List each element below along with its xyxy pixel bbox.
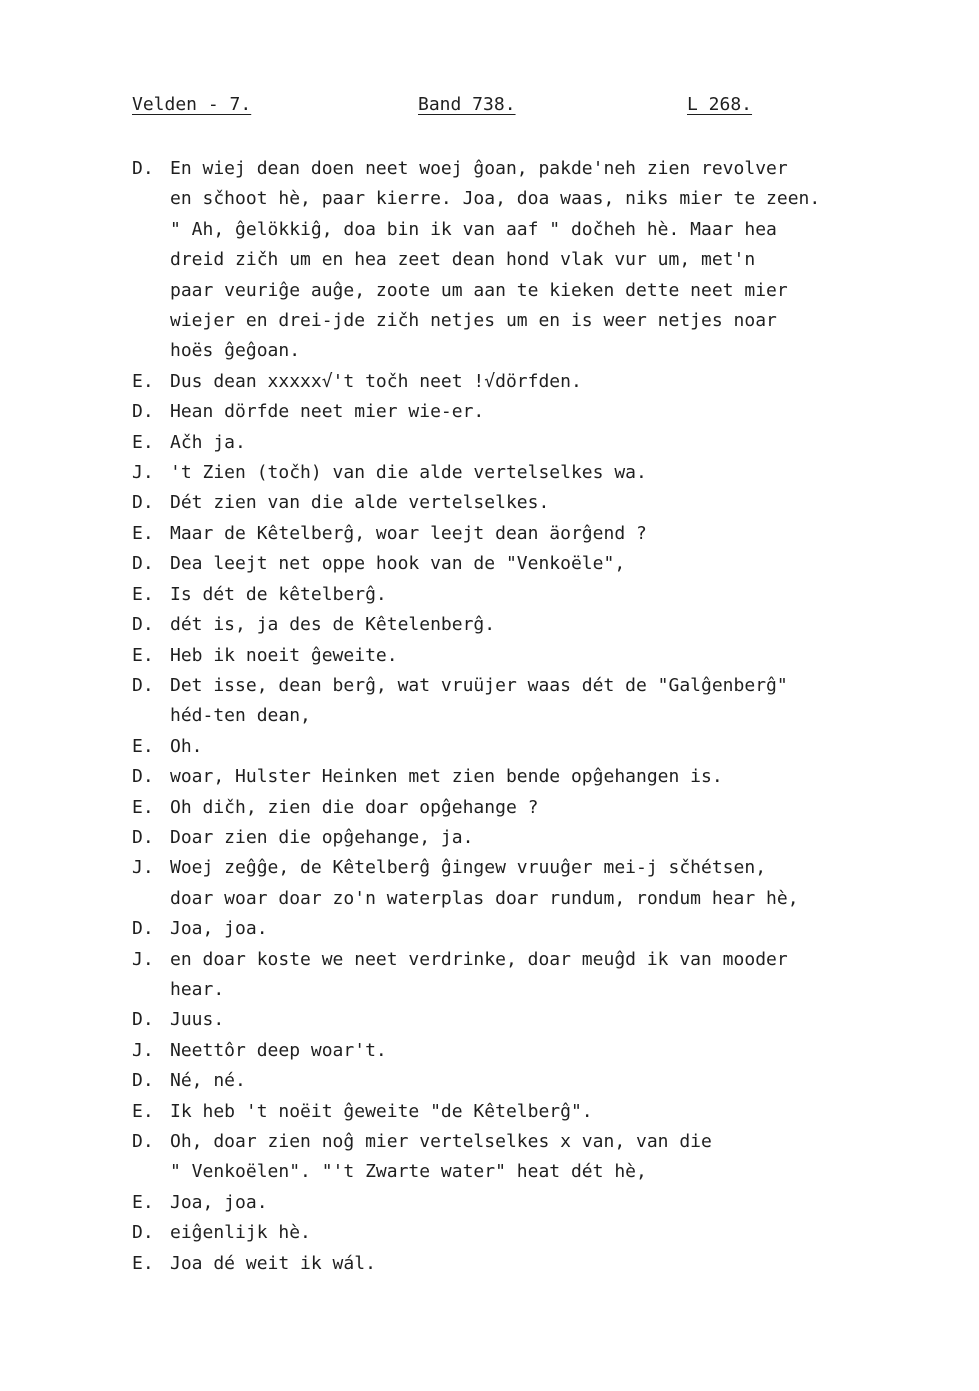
speaker-label: D.	[132, 492, 154, 514]
transcript-row	[132, 732, 922, 762]
speaker-label: D.	[132, 766, 154, 788]
utterance-text: Joa, joa.	[170, 918, 268, 940]
speaker-label: D.	[132, 614, 154, 636]
utterance-text: Juus.	[170, 1009, 225, 1031]
transcript-row	[132, 610, 922, 640]
utterance-text: Det isse, dean berĝ, wat vruüjer waas dét de "Galĝenberĝ" héd-ten dean,	[170, 674, 788, 727]
transcript-row	[132, 154, 922, 367]
utterance-text: eiĝenlijk hè.	[170, 1222, 311, 1244]
utterance-text: Ačh ja.	[170, 431, 246, 453]
speaker-label: E.	[132, 583, 154, 605]
speaker-label: D.	[132, 401, 154, 423]
utterance-text: Maar de Kêtelberĝ, woar leejt dean äorĝend ?	[170, 522, 647, 544]
utterance-text: Joa, joa.	[170, 1191, 268, 1213]
transcript-row	[132, 458, 922, 488]
header-reference: L 268.	[687, 94, 753, 115]
utterance-text: Joa dé weit ik wál.	[170, 1252, 376, 1274]
header-location: Velden - 7.	[132, 94, 252, 115]
speaker-label: D.	[132, 553, 154, 575]
utterance-text: dét is, ja des de Kêtelenberĝ.	[170, 614, 496, 636]
utterance-text: Heb ik noeit ĝeweite.	[170, 644, 398, 666]
utterance-text: Is dét de kêtelberĝ.	[170, 583, 387, 605]
utterance-text: 't Zien (točh) van die alde vertelselkes wa.	[170, 462, 647, 484]
speaker-label: D.	[132, 1070, 154, 1092]
utterance-text: Oh.	[170, 735, 203, 757]
speaker-label: E.	[132, 522, 154, 544]
speaker-label: D.	[132, 674, 154, 696]
speaker-label: E.	[132, 1191, 154, 1213]
transcript-row	[132, 945, 922, 1006]
speaker-label: E.	[132, 644, 154, 666]
transcript-row	[132, 914, 922, 944]
page-header	[132, 94, 772, 122]
speaker-label: D.	[132, 1131, 154, 1152]
speaker-label: E.	[132, 735, 154, 757]
utterance-text: Dét zien van die alde vertelselkes.	[170, 492, 550, 514]
speaker-label: D.	[132, 1009, 154, 1031]
utterance-text: Dus dean xxxxx√'t točh neet !√dörfden.	[170, 370, 582, 392]
utterance-text: en doar koste we neet verdrinke, doar meuĝd ik van mooder hear.	[170, 948, 788, 1000]
transcript	[132, 154, 922, 1279]
utterance-text: Dea leejt net oppe hook van de "Venkoële",	[170, 553, 626, 575]
transcript-row	[132, 549, 922, 579]
transcript-row	[132, 428, 922, 458]
speaker-label: D.	[132, 918, 154, 940]
utterance-text: En wiej dean doen neet woej ĝoan, pakde'neh zien revolver en sčhoot hè, paar kierre. Joa, doa waas, niks mier te zeen. " Ah, ĝelökkiĝ, doa bin ik van aaf " dočheh hè. Maar hea dreid zičh um en hea zeet dean hond vlak vur um, met'n paar veuriĝe auĝe, zoote um aan te kieken dette neet mier wiejer en drei-jde zičh netjes um en is weer netjes noar hoës ĝeĝoan.	[170, 158, 821, 362]
transcript-row	[132, 793, 922, 823]
utterance-text: Oh dičh, zien die doar opĝehange ?	[170, 796, 539, 818]
transcript-row	[132, 671, 922, 732]
speaker-label: E.	[132, 1252, 154, 1274]
speaker-label: D.	[132, 158, 154, 179]
transcript-row	[132, 823, 922, 853]
transcript-row	[132, 580, 922, 610]
utterance-text: Oh, doar zien noĝ mier vertelselkes x van, van die " Venkoëlen". "'t Zwarte water" heat dét hè,	[170, 1131, 712, 1183]
transcript-row	[132, 519, 922, 549]
utterance-text: Neettôr deep woar't.	[170, 1039, 387, 1061]
transcript-row	[132, 397, 922, 427]
utterance-text: woar, Hulster Heinken met zien bende opĝehangen is.	[170, 766, 723, 788]
speaker-label: E.	[132, 796, 154, 818]
utterance-text: Né, né.	[170, 1070, 246, 1092]
speaker-label: E.	[132, 1100, 154, 1122]
utterance-text: Ik heb 't noëit ĝeweite "de Kêtelberĝ".	[170, 1100, 593, 1122]
transcript-row	[132, 1188, 922, 1218]
utterance-text: Doar zien die opĝehange, ja.	[170, 826, 474, 848]
utterance-text: Woej zeĝĝe, de Kêtelberĝ ĝingew vruuĝer mei-j sčhétsen, doar woar doar zo'n waterplas doar rundum, rondum hear hè,	[170, 857, 799, 909]
transcript-row	[132, 1127, 922, 1188]
speaker-label: J.	[132, 1039, 154, 1061]
transcript-row	[132, 853, 922, 914]
transcript-row	[132, 762, 922, 792]
transcript-row	[132, 1097, 922, 1127]
transcript-row	[132, 488, 922, 518]
transcript-row	[132, 1249, 922, 1279]
speaker-label: D.	[132, 1222, 154, 1244]
speaker-label: E.	[132, 431, 154, 453]
speaker-label: E.	[132, 370, 154, 392]
transcript-row	[132, 1005, 922, 1035]
speaker-label: J.	[132, 857, 154, 879]
transcript-row	[132, 367, 922, 397]
transcript-row	[132, 1066, 922, 1096]
speaker-label: D.	[132, 826, 154, 848]
transcript-row	[132, 1218, 922, 1248]
utterance-text: Hean dörfde neet mier wie-er.	[170, 401, 485, 423]
transcript-row	[132, 1036, 922, 1066]
speaker-label: J.	[132, 462, 154, 484]
header-tape-number: Band 738.	[418, 94, 516, 115]
transcript-row	[132, 641, 922, 671]
speaker-label: J.	[132, 948, 154, 970]
